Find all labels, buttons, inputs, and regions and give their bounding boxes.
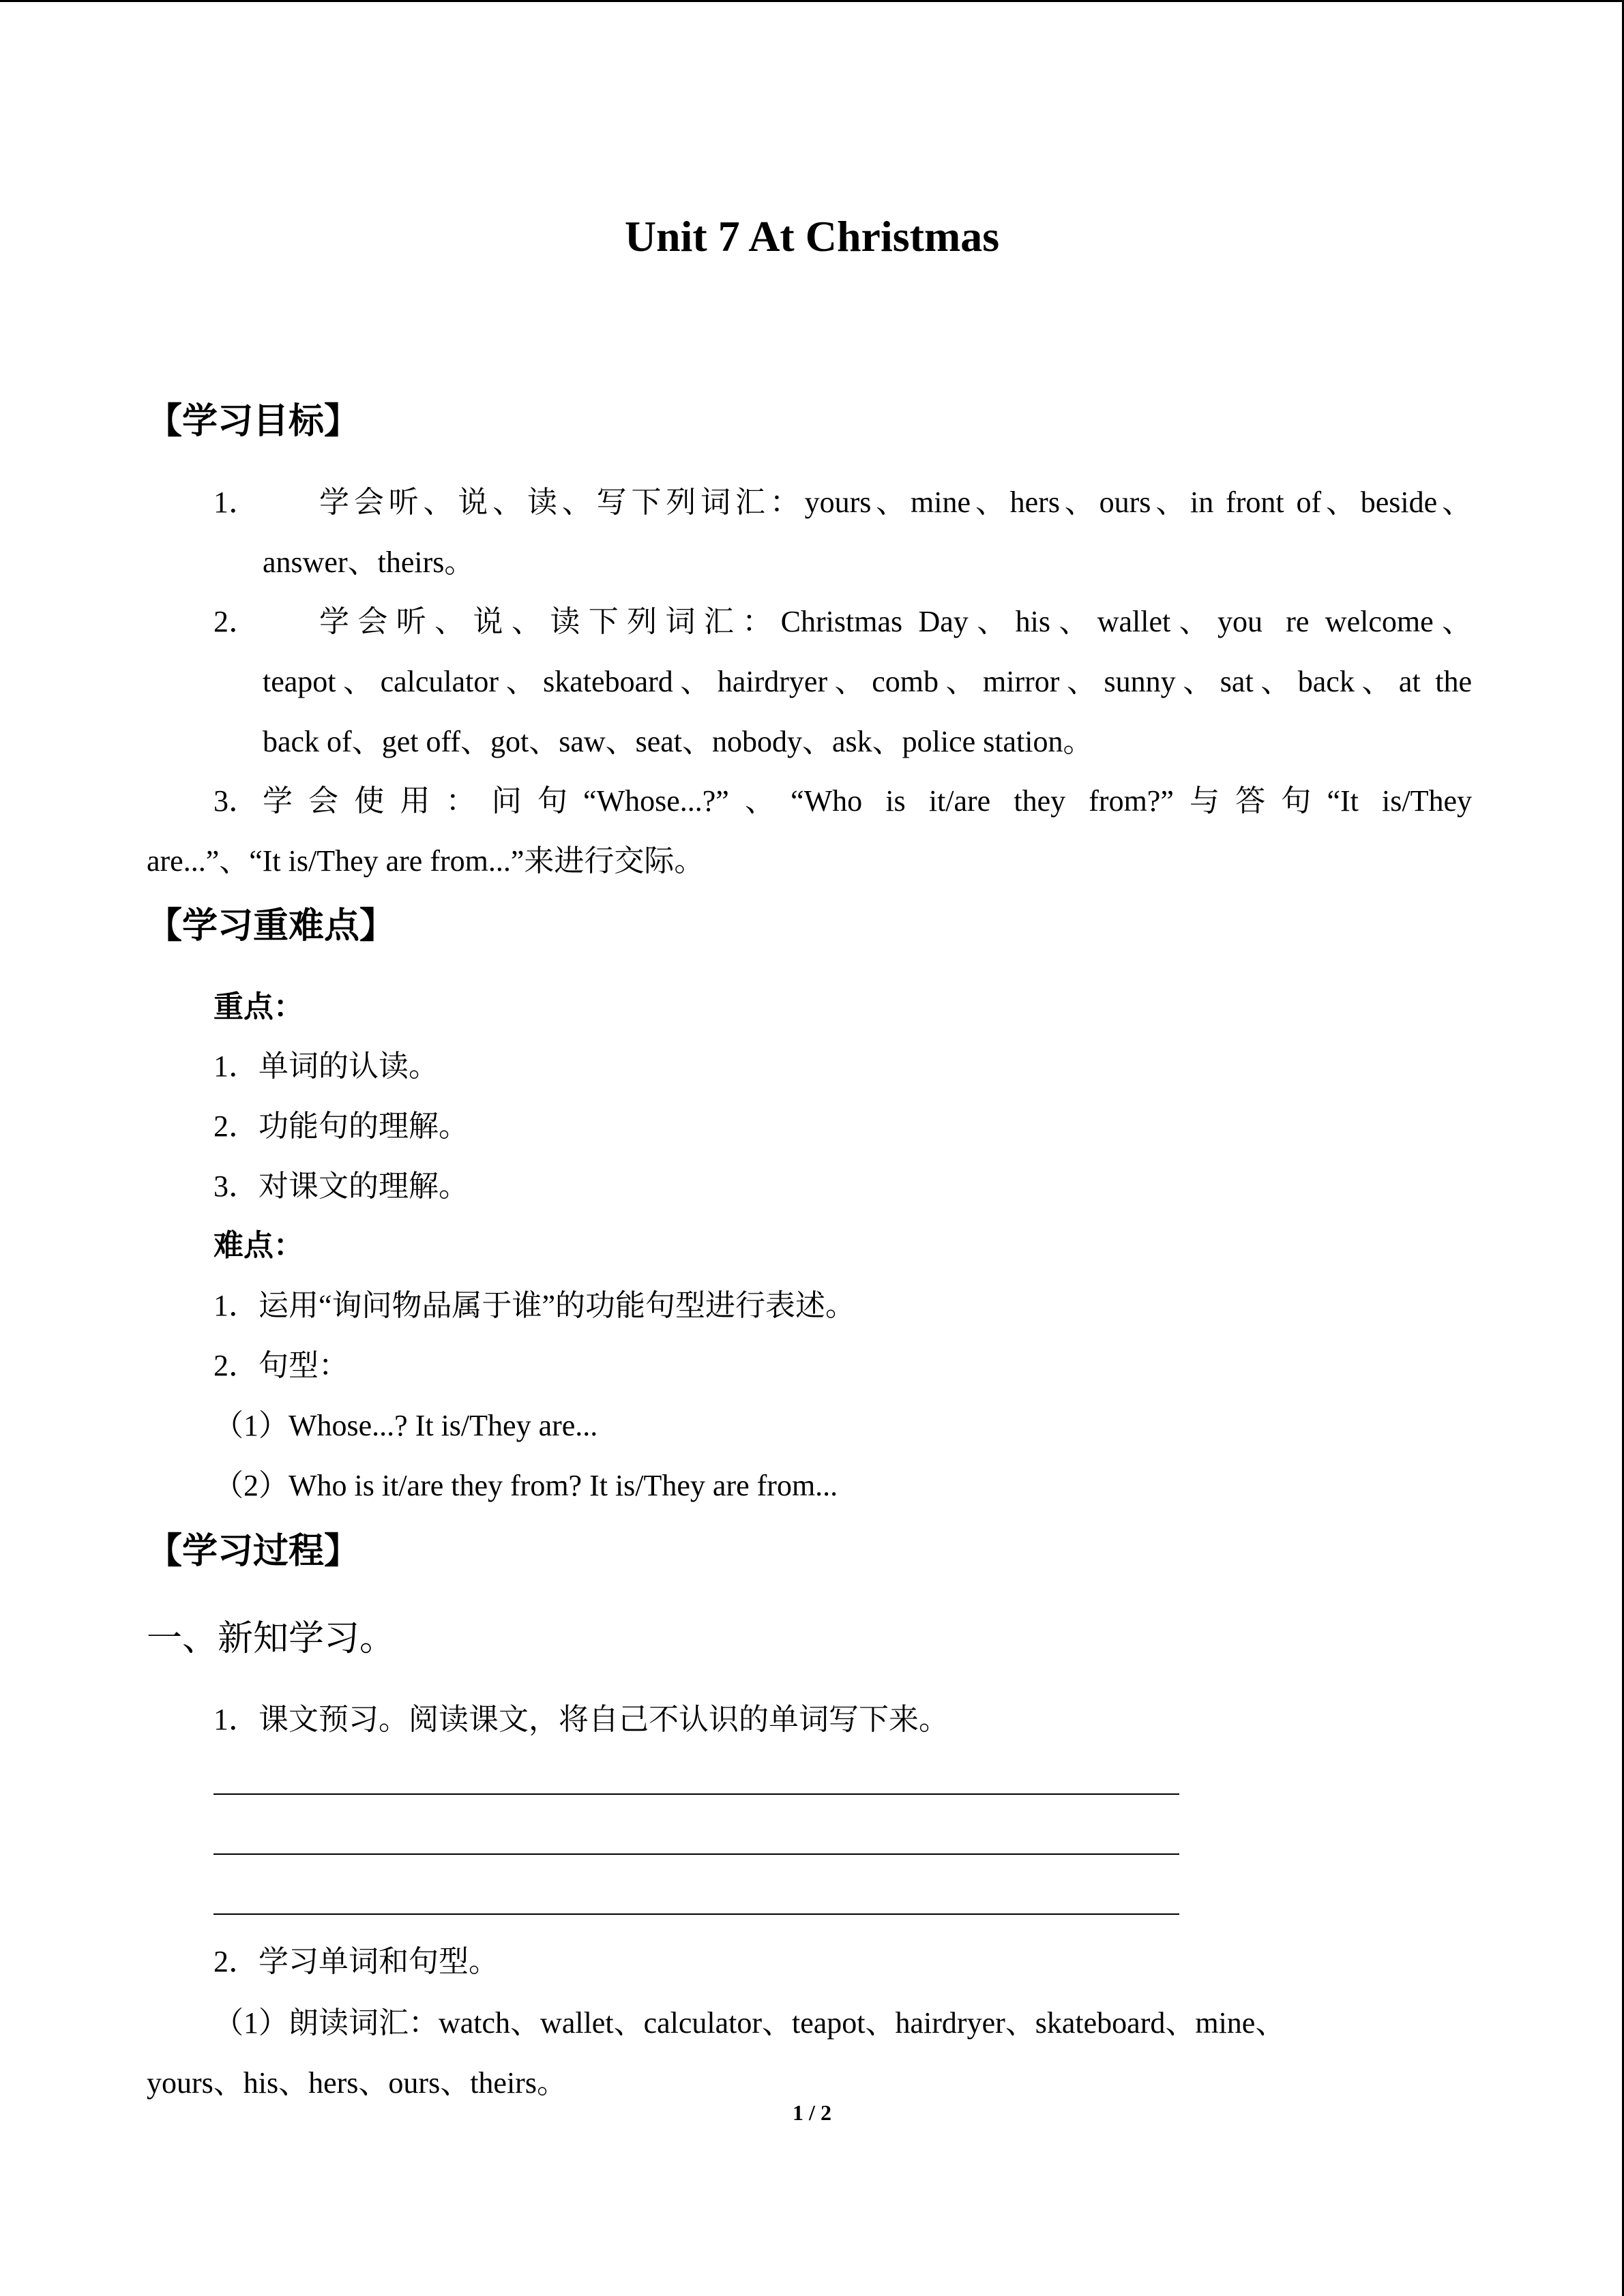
objective-1-line-1: 学会听、说、读、写下列词汇：yours、mine、hers、ours、in front of、beside、 (319, 486, 1472, 519)
objective-2-line-2: teapot、calculator、skateboard、hairdryer、comb、mirror、sunny、sat、back、at the (263, 665, 1472, 698)
answer-blank-line[interactable] (213, 1793, 1179, 1795)
difficult-label: 难点： (213, 1228, 304, 1263)
key-item-1: 1．单词的认读。 (213, 1049, 439, 1083)
task-1: 1．课文预习。阅读课文，将自己不认识的单词写下来。 (213, 1703, 949, 1736)
objective-3-line-2: are...”、“It is/They are from...”来进行交际。 (147, 844, 705, 878)
answer-blank-line[interactable] (213, 1913, 1179, 1915)
part1-heading: 一、新知学习。 (147, 1620, 396, 1658)
objective-3-line-1: 学会使用：问句“Whose...?”、“Who is it/are they from?”与答句“It is/They (263, 784, 1472, 818)
key-item-3: 3．对课文的理解。 (213, 1169, 469, 1203)
page-border-top (0, 0, 1624, 2)
answer-blank-line[interactable] (213, 1853, 1179, 1855)
difficult-item-3: （1）Whose...? It is/They are... (213, 1409, 598, 1442)
page-title: Unit 7 At Christmas (624, 212, 1000, 260)
task-2-1-line-2: yours、his、hers、ours、theirs。 (147, 2066, 567, 2100)
task-2: 2．学习单词和句型。 (213, 1945, 499, 1978)
objective-1-number: 1． (213, 486, 259, 519)
difficult-item-2: 2．句型： (213, 1349, 349, 1382)
objective-2-line-1: 学会听、说、读下列词汇：Christmas Day、his、wallet、you re welcome、 (319, 605, 1472, 638)
page-number: 1 / 2 (793, 2100, 831, 2125)
objective-2-number: 2． (213, 605, 259, 638)
difficult-item-4: （2）Who is it/are they from? It is/They are from... (213, 1469, 838, 1502)
objective-2-line-3: back of、get off、got、saw、seat、nobody、ask、police station。 (263, 725, 1093, 758)
difficult-item-1: 1．运用“询问物品属于谁”的功能句型进行表述。 (213, 1289, 856, 1322)
objective-1-line-2: answer、theirs。 (263, 546, 475, 579)
section-heading-objectives: 【学习目标】 (147, 401, 360, 442)
section-heading-key-points: 【学习重难点】 (147, 906, 396, 946)
section-heading-process: 【学习过程】 (147, 1531, 360, 1572)
key-item-2: 2．功能句的理解。 (213, 1109, 469, 1143)
key-label: 重点： (213, 989, 304, 1024)
objective-3-number: 3． (213, 784, 259, 818)
task-2-1-line-1: （1）朗读词汇：watch、wallet、calculator、teapot、hairdryer、skateboard、mine、 (213, 2006, 1286, 2040)
